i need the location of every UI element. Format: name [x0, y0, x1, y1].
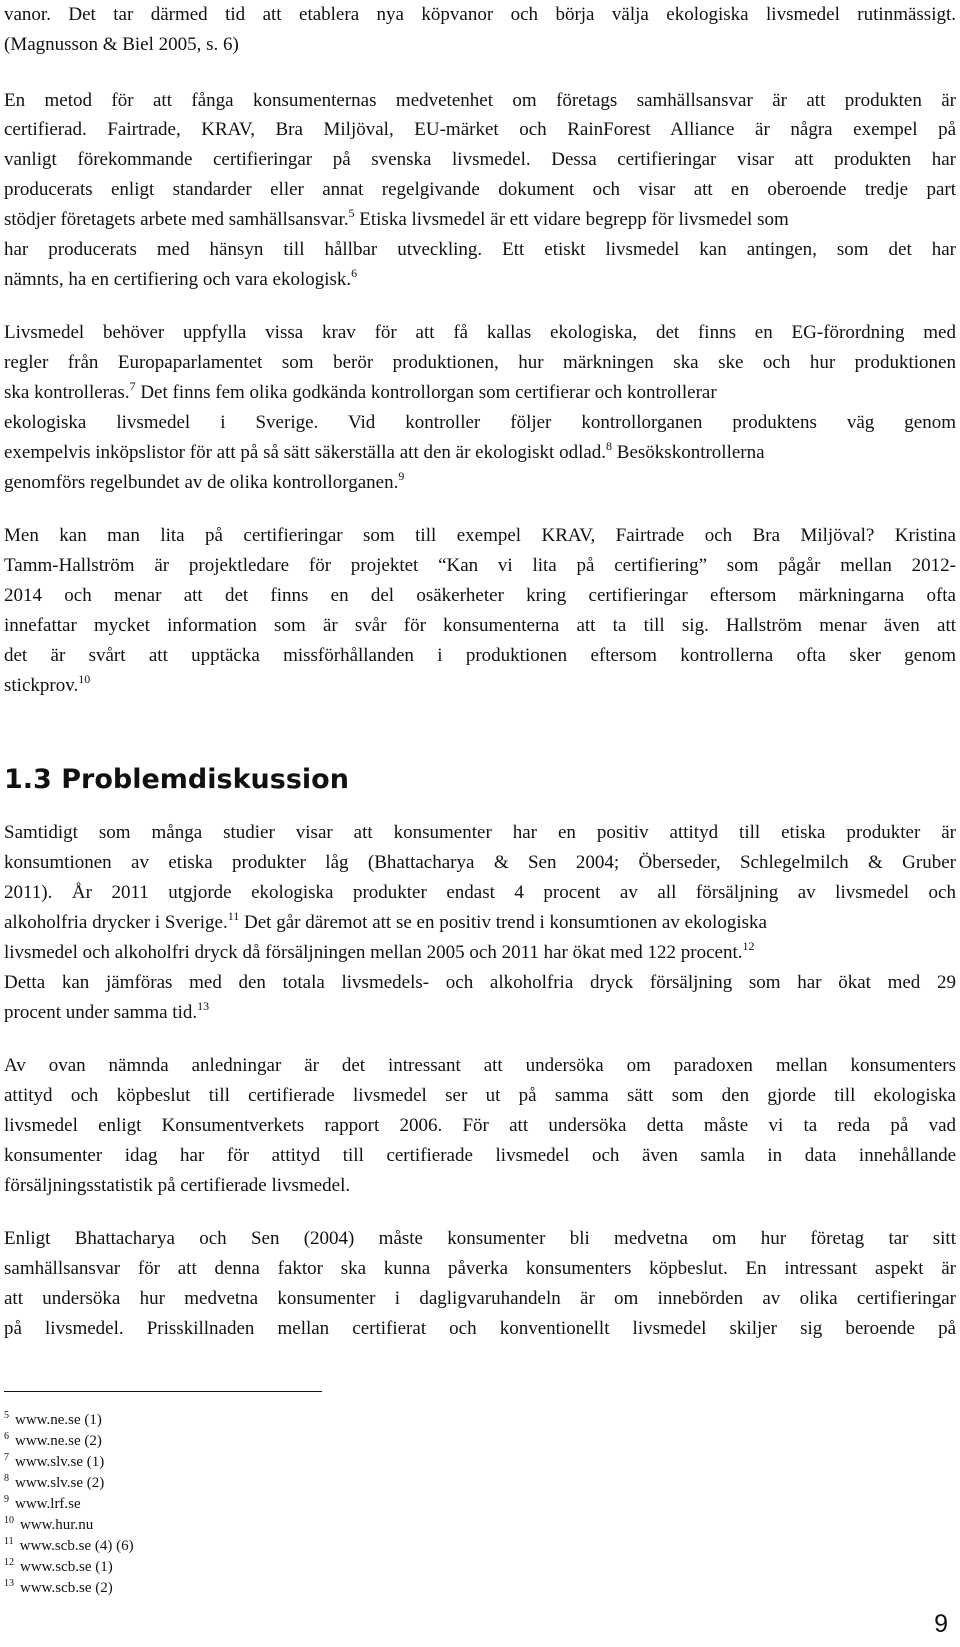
body-line: Av ovan nämnda anledningar är det intressant att undersöka om paradoxen mellan konsumenters: [4, 1055, 956, 1076]
body-line: Men kan man lita på certifieringar som till exempel KRAV, Fairtrade och Bra Miljöval? Kristina: [4, 525, 956, 546]
footnote-ref: 12: [742, 939, 755, 953]
body-line: exempelvis inköpslistor för att på så sätt säkerställa att den är ekologiskt odlad.$^8$ Besökskontrollerna: [4, 439, 765, 463]
body-line: procent under samma tid.$^{13}$: [4, 999, 210, 1023]
body-line: det är svårt att upptäcka missförhållanden i produktionen eftersom kontrollerna ofta sker genom: [4, 645, 956, 666]
body-line: Samtidigt som många studier visar att konsumenter har en positiv attityd till etiska produkter är: [4, 822, 956, 843]
body-line: Livsmedel behöver uppfylla vissa krav för att få kallas ekologiska, det finns en EG-förordning med: [4, 322, 956, 343]
body-line: En metod för att fånga konsumenternas medvetenhet om företags samhällsansvar är att produkten är: [4, 90, 956, 111]
body-line: 2011). År 2011 utgjorde ekologiska produkter endast 4 procent av all försäljning av livsmedel och: [4, 882, 956, 903]
footnote: $^8$ www.slv.se (2): [4, 1473, 105, 1491]
body-line: vanligt förekommande certifieringar på svenska livsmedel. Dessa certifieringar visar att produkten har: [4, 149, 956, 170]
body-line: attityd och köpbeslut till certifierade livsmedel ser ut på samma sätt som den gjorde till ekologiska: [4, 1085, 956, 1106]
body-line: har producerats med hänsyn till hållbar utveckling. Ett etiskt livsmedel kan antingen, som det har: [4, 239, 956, 260]
body-line: livsmedel enligt Konsumentverkets rapport 2006. För att undersöka detta måste vi ta reda på vad: [4, 1115, 956, 1136]
body-line: livsmedel och alkoholfri dryck då försäljningen mellan 2005 och 2011 har ökat med 122 procent.$^{12}$: [4, 939, 755, 963]
body-line: Enligt Bhattacharya och Sen (2004) måste konsumenter bli medvetna om hur företag tar sitt: [4, 1228, 956, 1249]
body-line: samhällsansvar för att denna faktor ska kunna påverka konsumenters köpbeslut. En intressant aspekt är: [4, 1258, 956, 1279]
body-line: certifierad. Fairtrade, KRAV, Bra Miljöval, EU-märket och RainForest Alliance är några exempel på: [4, 119, 956, 140]
body-line: regler från Europaparlamentet som berör produktionen, hur märkningen ska ske och hur produktionen: [4, 352, 956, 373]
body-line: stödjer företagets arbete med samhällsansvar.$^5$ Etiska livsmedel är ett vidare begrepp för livsmedel som: [4, 206, 789, 230]
footnote-ref: 9: [398, 469, 405, 483]
body-line: stickprov.$^{10}$: [4, 672, 91, 696]
body-line: nämnts, ha en certifiering och vara ekologisk.$^6$: [4, 266, 358, 290]
footnote: $^9$ www.lrf.se: [4, 1494, 81, 1512]
footnote-ref: 11: [227, 909, 240, 923]
body-line: innefattar mycket information som är svår för konsumenterna att ta till sig. Hallström menar även att: [4, 615, 956, 636]
footnote-separator: [4, 1391, 322, 1392]
section-heading: 1.3 Problemdiskussion: [4, 764, 349, 795]
footnote: $^6$ www.ne.se (2): [4, 1431, 102, 1449]
body-line: ekologiska livsmedel i Sverige. Vid kontroller följer kontrollorganen produktens väg genom: [4, 412, 956, 433]
body-line: konsumtionen av etiska produkter låg (Bhattacharya & Sen 2004; Öberseder, Schlegelmilch & Gruber: [4, 852, 956, 873]
footnote: $^{12}$ www.scb.se (1): [4, 1557, 113, 1575]
footnote-ref: 10: [78, 672, 91, 686]
body-line: konsumenter idag har för attityd till certifierade livsmedel och även samla in data innehållande: [4, 1145, 956, 1166]
body-line: att undersöka hur medvetna konsumenter i dagligvaruhandeln är om innebörden av olika certifieringar: [4, 1288, 956, 1309]
page-number: 9: [934, 1610, 948, 1638]
body-line: försäljningsstatistik på certifierade livsmedel.: [4, 1175, 351, 1196]
body-line: (Magnusson & Biel 2005, s. 6): [4, 34, 239, 55]
body-line: genomförs regelbundet av de olika kontrollorganen.$^9$: [4, 469, 405, 493]
footnote: $^{10}$ www.hur.nu: [4, 1515, 94, 1533]
footnote: $^{11}$ www.scb.se (4) (6): [4, 1536, 134, 1554]
body-line: Tamm-Hallström är projektledare för projektet “Kan vi lita på certifiering” som pågår mellan 2012-: [4, 555, 956, 576]
body-line: alkoholfria drycker i Sverige.$^{11}$ Det går däremot att se en positiv trend i konsumtionen av ekologiska: [4, 909, 767, 933]
body-line: vanor. Det tar därmed tid att etablera nya köpvanor och börja välja ekologiska livsmedel rutinmässigt.: [4, 4, 956, 25]
body-line: 2014 och menar att det finns en del osäkerheter kring certifieringar eftersom märkningarna ofta: [4, 585, 956, 606]
body-line: på livsmedel. Prisskillnaden mellan certifierat och konventionellt livsmedel skiljer sig beroende på: [4, 1318, 956, 1339]
footnote-ref: 7: [129, 379, 136, 393]
body-line: Detta kan jämföras med den totala livsmedels- och alkoholfria dryck försäljning som har ökat med 29: [4, 972, 956, 993]
footnote-ref: 8: [606, 439, 613, 453]
body-line: ska kontrolleras.$^7$ Det finns fem olika godkända kontrollorgan som certifierar och kontrollerar: [4, 379, 717, 403]
footnote-ref: 13: [197, 999, 210, 1013]
footnote: $^{13}$ www.scb.se (2): [4, 1578, 113, 1596]
body-line: producerats enligt standarder eller annat regelgivande dokument och visar att en oberoende tredje part: [4, 179, 956, 200]
footnote-ref: 5: [348, 206, 355, 220]
footnote-ref: 6: [351, 266, 358, 280]
footnote: $^7$ www.slv.se (1): [4, 1452, 105, 1470]
footnote: $^5$ www.ne.se (1): [4, 1410, 102, 1428]
